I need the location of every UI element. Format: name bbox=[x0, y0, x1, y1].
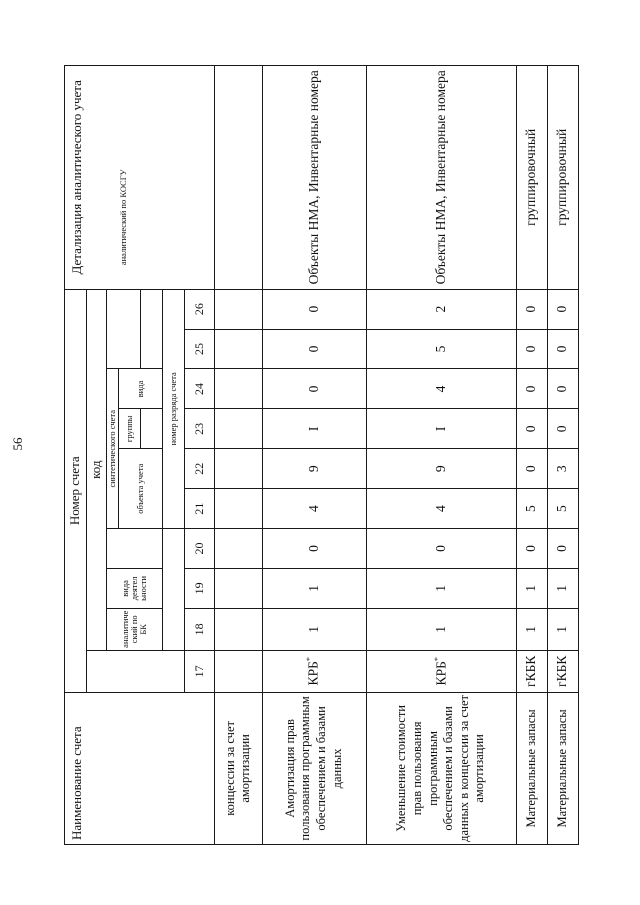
header-object: объекта учета bbox=[119, 449, 163, 529]
header-account-number: Номер счета bbox=[65, 289, 87, 692]
row-cell-24: 0 bbox=[262, 369, 366, 409]
kbk-code: гКБК bbox=[554, 655, 570, 687]
row-cell-25: 0 bbox=[516, 329, 547, 369]
header-kosgu-spacer bbox=[141, 66, 163, 369]
row-cell-19: 1 bbox=[262, 568, 366, 608]
header-activity-type: вида деятел ьности bbox=[107, 568, 163, 608]
row-cell-20: 0 bbox=[262, 529, 366, 569]
header-account-name: Наименование счета bbox=[65, 692, 215, 844]
row-kbk bbox=[262, 650, 366, 692]
digit-18: 18 bbox=[185, 608, 215, 650]
rotated-sheet bbox=[64, 65, 579, 845]
digit-24: 24 bbox=[185, 369, 215, 409]
row-cell-26 bbox=[215, 289, 262, 329]
digit-25: 25 bbox=[185, 329, 215, 369]
row-cell-19: 1 bbox=[366, 568, 516, 608]
row-cell-21: 4 bbox=[366, 489, 516, 529]
digit-23: 23 bbox=[185, 409, 215, 449]
table-row bbox=[215, 66, 262, 845]
digit-26: 26 bbox=[185, 289, 215, 329]
row-cell-20: 0 bbox=[547, 529, 578, 569]
row-kbk bbox=[547, 650, 578, 692]
row-cell-22: 9 bbox=[262, 449, 366, 489]
row-cell-18 bbox=[215, 608, 262, 650]
row-cell-26: 0 bbox=[262, 289, 366, 329]
kbk-code: КРБ bbox=[305, 661, 321, 686]
row-cell-22 bbox=[215, 449, 262, 489]
row-cell-24: 0 bbox=[547, 369, 578, 409]
row-cell-20: 0 bbox=[516, 529, 547, 569]
kbk-code: гКБК bbox=[523, 655, 539, 687]
row-cell-18: 1 bbox=[262, 608, 366, 650]
row-cell-24 bbox=[215, 369, 262, 409]
row-cell-21: 5 bbox=[516, 489, 547, 529]
kbk-code: КРБ bbox=[433, 661, 449, 686]
row-cell-23 bbox=[215, 409, 262, 449]
table-row bbox=[366, 66, 516, 845]
row-cell-18: 1 bbox=[547, 608, 578, 650]
header-group: группы bbox=[119, 409, 141, 449]
header-group-spacer bbox=[141, 409, 163, 449]
row-cell-17 bbox=[215, 650, 262, 692]
row-cell-24: 0 bbox=[516, 369, 547, 409]
row-kbk bbox=[366, 650, 516, 692]
row-cell-22: 3 bbox=[547, 449, 578, 489]
row-cell-20 bbox=[215, 529, 262, 569]
row-cell-23: I bbox=[366, 409, 516, 449]
header-analytic-bk: аналитиче ский по БК bbox=[107, 608, 163, 650]
row-name: концессии за счет амортизации bbox=[215, 692, 262, 844]
row-cell-21: 4 bbox=[262, 489, 366, 529]
row-detail: группировочный bbox=[547, 66, 578, 290]
digit-20: 20 bbox=[185, 529, 215, 569]
digit-19: 19 bbox=[185, 568, 215, 608]
accounts-table bbox=[64, 65, 579, 845]
digit-17: 17 bbox=[185, 650, 215, 692]
row-cell-25: 0 bbox=[547, 329, 578, 369]
row-cell-21 bbox=[215, 489, 262, 529]
row-cell-26: 0 bbox=[516, 289, 547, 329]
header-digit-number: номер разряда счета bbox=[163, 289, 185, 528]
row-cell-19: 1 bbox=[547, 568, 578, 608]
header-blank-19 bbox=[107, 529, 163, 569]
digit-21: 21 bbox=[185, 489, 215, 529]
row-detail: Объекты НМА, Инвентарные номера bbox=[262, 66, 366, 290]
row-cell-19 bbox=[215, 568, 262, 608]
row-cell-21: 5 bbox=[547, 489, 578, 529]
row-cell-22: 9 bbox=[366, 449, 516, 489]
kbk-footnote-mark: * bbox=[432, 657, 442, 662]
row-cell-25: 0 bbox=[262, 329, 366, 369]
row-name: Амортизация прав пользования программным обеспечением и базами данных bbox=[262, 692, 366, 844]
header-row-1 bbox=[65, 66, 87, 845]
row-detail bbox=[215, 66, 262, 290]
row-cell-26: 0 bbox=[547, 289, 578, 329]
page-number: 56 bbox=[10, 437, 25, 451]
table-row bbox=[262, 66, 366, 845]
row-name: Уменьшение стоимости прав пользования программным обеспечением и базами данных в концессии за счет амортизации bbox=[366, 692, 516, 844]
table-row bbox=[547, 66, 578, 845]
row-kbk bbox=[516, 650, 547, 692]
header-analytic-detail: Детализация аналитического учета bbox=[65, 66, 215, 290]
row-cell-24: 4 bbox=[366, 369, 516, 409]
header-kosgu: аналитический по КОСГУ bbox=[107, 66, 141, 369]
header-spacer bbox=[87, 650, 185, 692]
row-detail: группировочный bbox=[516, 66, 547, 290]
row-cell-23: 0 bbox=[547, 409, 578, 449]
row-cell-18: 1 bbox=[516, 608, 547, 650]
row-cell-23: I bbox=[262, 409, 366, 449]
row-cell-22: 0 bbox=[516, 449, 547, 489]
row-name: Материальные запасы bbox=[516, 692, 547, 844]
header-code: код bbox=[87, 289, 107, 650]
row-cell-20: 0 bbox=[366, 529, 516, 569]
row-cell-19: 1 bbox=[516, 568, 547, 608]
row-cell-25: 5 bbox=[366, 329, 516, 369]
row-name: Материальные запасы bbox=[547, 692, 578, 844]
header-kind: вида bbox=[119, 369, 163, 409]
row-cell-25 bbox=[215, 329, 262, 369]
row-cell-26: 2 bbox=[366, 289, 516, 329]
row-cell-18: 1 bbox=[366, 608, 516, 650]
digit-22: 22 bbox=[185, 449, 215, 489]
row-cell-23: 0 bbox=[516, 409, 547, 449]
header-synthetic: синтетического счета bbox=[107, 369, 119, 529]
table-row bbox=[516, 66, 547, 845]
header-blank-left bbox=[163, 529, 185, 651]
row-detail: Объекты НМА, Инвентарные номера bbox=[366, 66, 516, 290]
kbk-footnote-mark: * bbox=[305, 657, 315, 662]
